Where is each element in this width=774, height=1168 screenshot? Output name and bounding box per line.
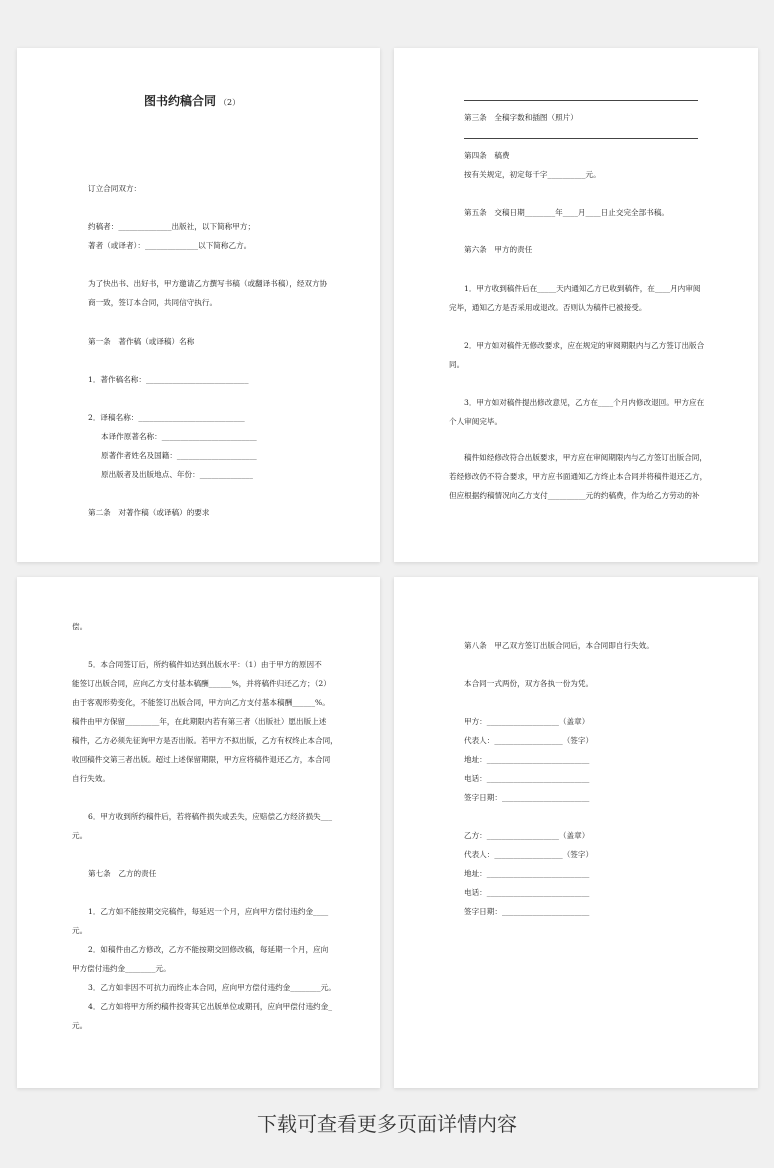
text-line: 能签订出版合同，应向乙方支付基本稿酬______%，并将稿件归还乙方；（2） <box>72 679 331 688</box>
text-line: 元。 <box>72 926 88 935</box>
text-line: 个人审阅完毕。 <box>449 417 503 426</box>
text-line: 5．本合同签订后，所约稿件如达到出版水平：（1）由于甲方的原因不 <box>88 660 322 669</box>
section-heading: 第五条 交稿日期________年____月____日止交完全部书稿。 <box>464 208 670 217</box>
text-line: 约稿者：______________出版社，以下简称甲方； <box>88 222 256 231</box>
document-page-4 <box>394 577 758 1088</box>
text-line: 本译作原著名称：_________________________ <box>101 432 257 441</box>
section-heading: 第二条 对著作稿（或译稿）的要求 <box>88 508 210 517</box>
text-line: 收回稿件交第三者出版。超过上述保留期限，甲方应将稿件退还乙方，本合同 <box>72 755 331 764</box>
signature-field-representative-b: 代表人：__________________（签字） <box>464 850 594 859</box>
text-line: 由于客观形势变化，不能签订出版合同，甲方向乙方支付基本稿酬______%。 <box>72 698 330 707</box>
date-field-a: 签字日期：_______________________ <box>464 793 590 802</box>
text-line: 甲方偿付违约金________元。 <box>72 964 171 973</box>
text-line: 4．乙方如将甲方所约稿件投寄其它出版单位或期刊，应向甲偿付违约金_ <box>88 1002 333 1011</box>
date-field-b: 签字日期：_______________________ <box>464 907 590 916</box>
text-line: 为了快出书、出好书，甲方邀请乙方撰写书稿（或翻译书稿），经双方协 <box>88 279 328 288</box>
text-line: 完毕，通知乙方是否采用或退改。否则认为稿件已被接受。 <box>449 303 647 312</box>
text-line: 3．乙方如非因不可抗力而终止本合同，应向甲方偿付违约金________元。 <box>88 983 336 992</box>
text-line: 元。 <box>72 831 88 840</box>
address-field-b: 地址：___________________________ <box>464 869 590 878</box>
text-line: 偿。 <box>72 622 88 631</box>
text-line: 元。 <box>72 1021 88 1030</box>
signature-field-party-b: 乙方：___________________（盖章） <box>464 831 590 840</box>
text-line: 商一致，签订本合同，共同信守执行。 <box>88 298 218 307</box>
address-field-a: 地址：___________________________ <box>464 755 590 764</box>
download-prompt-link[interactable]: 下载可查看更多页面详情内容 <box>257 1112 517 1136</box>
text-line: 2．如稿件由乙方修改，乙方不能按期交回修改稿，每延期一个月，应向 <box>88 945 329 954</box>
document-page-2 <box>394 48 758 562</box>
document-page-3 <box>17 577 380 1088</box>
contract-title: 图书约稿合同 （2） <box>144 94 241 108</box>
text-line: 2．甲方如对稿件无修改要求，应在规定的审阅期限内与乙方签订出版合 <box>464 341 705 350</box>
text-line: 稿件由甲方保留_________年，在此期限内若有第三者（出版社）愿出版上述 <box>72 717 327 726</box>
text-line: 自行失效。 <box>72 774 110 783</box>
text-line: 2．译稿名称：____________________________ <box>88 413 245 422</box>
text-line: 稿件如经修改符合出版要求，甲方应在审阅期限内与乙方签订出版合同， <box>464 453 707 462</box>
signature-field-representative-a: 代表人：__________________（签字） <box>464 736 594 745</box>
signature-field-party-a: 甲方：___________________（盖章） <box>464 717 590 726</box>
text-line: 6．甲方收到所约稿件后，若将稿件损失或丢失，应赔偿乙方经济损失___ <box>88 812 333 821</box>
text-line: 稿件，乙方必须先征询甲方是否出版。若甲方不拟出版，乙方有权终止本合同， <box>72 736 338 745</box>
section-heading: 第四条 稿费 <box>464 151 510 160</box>
phone-field-a: 电话：___________________________ <box>464 774 590 783</box>
text-line: 同。 <box>449 360 465 369</box>
text-line: 1．著作稿名称：___________________________ <box>88 375 249 384</box>
text-line: 订立合同双方： <box>88 184 142 193</box>
text-line: 1．乙方如不能按期交完稿件，每延迟一个月，应向甲方偿付违约金____ <box>88 907 329 916</box>
phone-field-b: 电话：___________________________ <box>464 888 590 897</box>
blank-rule <box>464 100 698 101</box>
text-line: 著者（或译者）：______________以下简称乙方。 <box>88 241 252 250</box>
text-line: 若经修改仍不符合要求，甲方应书面通知乙方终止本合同并将稿件退还乙方， <box>449 472 708 481</box>
text-line: 按有关规定，初定每千字__________元。 <box>464 170 601 179</box>
section-heading: 第一条 著作稿（或译稿）名称 <box>88 337 195 346</box>
section-heading: 第三条 全稿字数和插图（照片） <box>464 113 578 122</box>
text-line: 1．甲方收到稿件后在_____天内通知乙方已收到稿件，在____月内审阅 <box>464 284 701 293</box>
section-heading: 第七条 乙方的责任 <box>88 869 157 878</box>
text-line: 原出版者及出版地点、年份：______________ <box>101 470 253 479</box>
blank-rule <box>464 138 698 139</box>
section-heading: 第八条 甲乙双方签订出版合同后，本合同即自行失效。 <box>464 641 654 650</box>
section-heading: 第六条 甲方的责任 <box>464 245 533 254</box>
text-line: 原著作者姓名及国籍：_____________________ <box>101 451 257 460</box>
text-line: 但应根据约稿情况向乙方支付__________元的约稿费，作为给乙方劳动的补 <box>449 491 700 500</box>
text-line: 3．甲方如对稿件提出修改意见，乙方在____个月内修改退回。甲方应在 <box>464 398 705 407</box>
document-page-1 <box>17 48 380 562</box>
text-line: 本合同一式两份，双方各执一份为凭。 <box>464 679 594 688</box>
